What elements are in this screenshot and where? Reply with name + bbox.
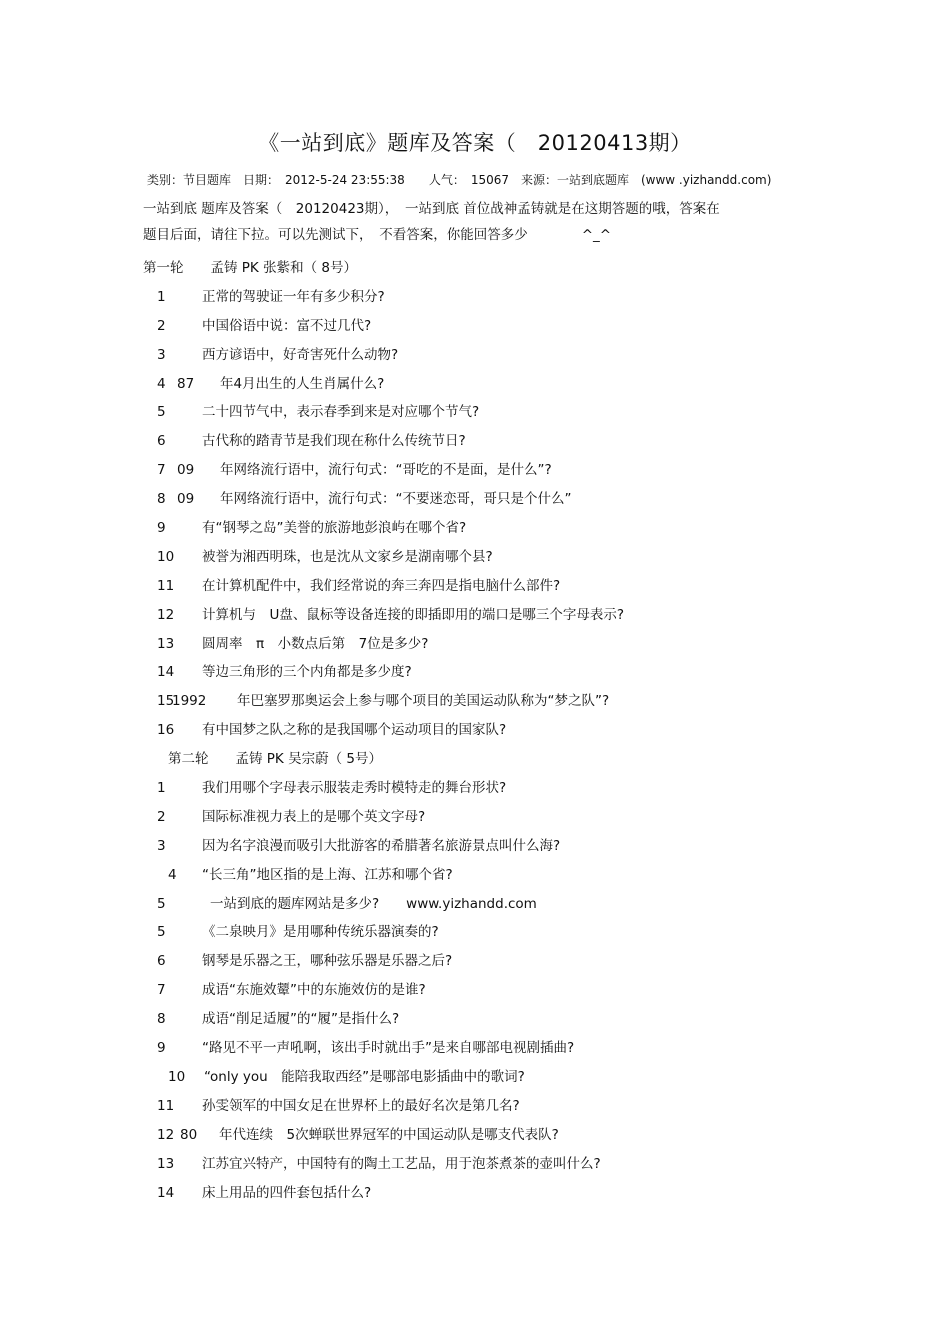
question-item	[0, 918, 950, 947]
question-text: 孙雯领军的中国女足在世界杯上的最好名次是第几名?	[202, 1097, 520, 1114]
article-meta: 类别：节目题库 日期： 2012-5-24 23:55:38 人气： 15067 来源：一站到底题库 (www .yizhandd.com)	[147, 173, 772, 187]
question-number: 9	[157, 1040, 166, 1057]
question-item	[0, 427, 950, 456]
question-number: 2	[157, 808, 166, 825]
question-number: 6	[157, 953, 166, 970]
question-text: 年网络流行语中，流行句式：“不要迷恋哥，哥只是个什么”	[220, 491, 572, 508]
question-number: 12	[157, 1126, 175, 1143]
question-item	[0, 658, 950, 687]
question-year: 09	[177, 491, 195, 508]
question-text: 因为名字浪漫而吸引大批游客的希腊著名旅游景点叫什么海?	[202, 837, 561, 854]
question-text: “路见不平一声吼啊，该出手时就出手”是来自哪部电视剧插曲?	[202, 1040, 575, 1057]
question-item	[0, 947, 950, 976]
question-list	[0, 254, 950, 1207]
question-item	[0, 832, 950, 861]
question-item	[0, 890, 950, 919]
question-text: 圆周率 π 小数点后第 7位是多少?	[202, 635, 429, 652]
question-item	[0, 341, 950, 370]
question-item	[0, 485, 950, 514]
question-item	[0, 601, 950, 630]
question-text: 年网络流行语中，流行句式：“哥吃的不是面，是什么”?	[220, 462, 552, 479]
question-item	[0, 1005, 950, 1034]
question-text: 年代连续 5次蝉联世界冠军的中国运动队是哪支代表队?	[219, 1126, 559, 1143]
question-number: 5	[157, 404, 166, 421]
question-text: 年巴塞罗那奥运会上参与哪个项目的美国运动队称为“梦之队”?	[237, 693, 610, 710]
question-item	[0, 1063, 950, 1092]
question-number: 13	[157, 1155, 175, 1172]
question-text: 江苏宜兴特产，中国特有的陶土工艺品，用于泡茶煮茶的壶叫什么?	[202, 1155, 601, 1172]
question-text: 计算机与 U盘、鼠标等设备连接的即插即用的端口是哪三个字母表示?	[202, 606, 625, 623]
round-heading	[0, 254, 950, 283]
question-number: 5	[157, 924, 166, 941]
question-item	[0, 370, 950, 399]
question-year: 1992	[172, 693, 207, 710]
question-item	[0, 572, 950, 601]
question-text: 正常的驾驶证一年有多少积分?	[202, 288, 385, 305]
question-item	[0, 976, 950, 1005]
question-number: 7	[157, 462, 166, 479]
round-label: 第一轮 孟铸 PK 张紫和（ 8号）	[143, 260, 357, 276]
question-text: 床上用品的四件套包括什么?	[202, 1184, 372, 1201]
question-text: 《二泉映月》是用哪种传统乐器演奏的?	[202, 924, 439, 941]
question-item	[0, 398, 950, 427]
question-item	[0, 803, 950, 832]
document-title: 《一站到底》题库及答案（ 20120413期）	[258, 131, 692, 155]
round-heading	[0, 745, 950, 774]
question-text: 古代称的踏青节是我们现在称什么传统节日?	[202, 433, 466, 450]
question-number: 1	[157, 780, 166, 797]
question-item	[0, 1150, 950, 1179]
question-number: 15	[157, 693, 175, 710]
question-text: 西方谚语中，好奇害死什么动物?	[202, 346, 399, 363]
question-text: 二十四节气中，表示春季到来是对应哪个节气?	[202, 404, 480, 421]
question-item	[0, 1121, 950, 1150]
question-number: 4	[168, 866, 177, 883]
question-number: 1	[157, 288, 166, 305]
question-number: 5	[157, 895, 166, 912]
question-number: 8	[157, 491, 166, 508]
question-number: 2	[157, 317, 166, 334]
question-item	[0, 283, 950, 312]
question-number: 3	[157, 346, 166, 363]
question-item	[0, 456, 950, 485]
question-item	[0, 1034, 950, 1063]
question-number: 7	[157, 982, 166, 999]
question-number: 6	[157, 433, 166, 450]
question-number: 12	[157, 606, 175, 623]
question-year: 09	[177, 462, 195, 479]
question-number: 13	[157, 635, 175, 652]
question-text: “only you 能陪我取西经”是哪部电影插曲中的歌词?	[204, 1068, 525, 1085]
round-label: 第二轮 孟铸 PK 吴宗蔚（ 5号）	[168, 751, 382, 768]
question-text: 等边三角形的三个内角都是多少度?	[202, 664, 412, 681]
question-item	[0, 861, 950, 890]
question-text: 中国俗语中说：富不过几代?	[202, 317, 372, 334]
intro-line: 一站到底 题库及答案（ 20120423期）， 一站到底 首位战神孟铸就是在这期答题的哦，答案在	[143, 201, 720, 217]
question-item	[0, 514, 950, 543]
question-item	[0, 312, 950, 341]
question-number: 3	[157, 837, 166, 854]
question-year: 87	[177, 375, 195, 392]
question-text: 年4月出生的人生肖属什么?	[220, 375, 385, 392]
question-item	[0, 1092, 950, 1121]
question-text: 钢琴是乐器之王，哪种弦乐器是乐器之后?	[202, 953, 453, 970]
question-text: 国际标准视力表上的是哪个英文字母?	[202, 808, 426, 825]
question-number: 9	[157, 520, 166, 537]
question-text: “长三角”地区指的是上海、江苏和哪个省?	[202, 866, 453, 883]
question-text: 成语“削足适履”的“履”是指什么?	[202, 1011, 400, 1028]
question-number: 14	[157, 664, 175, 681]
question-text: 有“钢琴之岛”美誉的旅游地彭浪屿在哪个省?	[202, 520, 467, 537]
question-number: 11	[157, 577, 175, 594]
question-number: 11	[157, 1097, 175, 1114]
question-number: 16	[157, 722, 175, 739]
question-item	[0, 1179, 950, 1208]
question-item	[0, 716, 950, 745]
question-number: 4	[157, 375, 166, 392]
question-item	[0, 687, 950, 716]
question-text: 被誉为湘西明珠，也是沈从文家乡是湖南哪个县?	[202, 548, 493, 565]
question-item	[0, 543, 950, 572]
question-year: 80	[180, 1126, 198, 1143]
question-item	[0, 774, 950, 803]
intro-paragraph	[143, 196, 823, 248]
question-text: 在计算机配件中，我们经常说的奔三奔四是指电脑什么部件?	[202, 577, 561, 594]
question-text: 我们用哪个字母表示服装走秀时模特走的舞台形状?	[202, 780, 507, 797]
question-item	[0, 630, 950, 659]
question-text: 有中国梦之队之称的是我国哪个运动项目的国家队?	[202, 722, 507, 739]
question-number: 10	[157, 548, 175, 565]
question-text: 一站到底的题库网站是多少? www.yizhandd.com	[210, 895, 537, 912]
question-number: 10	[168, 1068, 186, 1085]
question-number: 8	[157, 1011, 166, 1028]
intro-line: 题目后面，请往下拉。可以先测试下， 不看答案，你能回答多少 ^_^	[143, 227, 612, 243]
question-number: 14	[157, 1184, 175, 1201]
question-text: 成语“东施效颦”中的东施效仿的是谁?	[202, 982, 426, 999]
